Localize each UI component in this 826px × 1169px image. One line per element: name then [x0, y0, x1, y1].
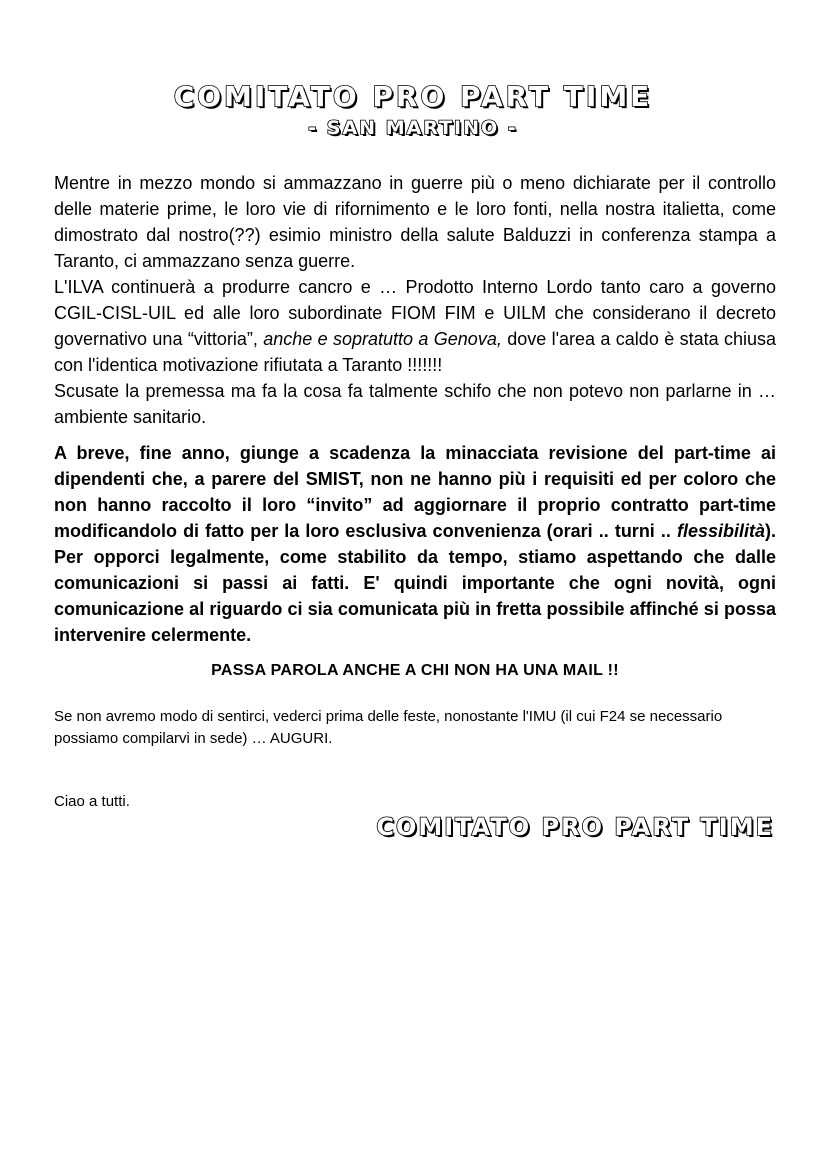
document-subtitle: - SAN MARTINO - — [308, 117, 518, 139]
signature: COMITATO PRO PART TIME — [376, 813, 774, 841]
document-body — [54, 170, 776, 648]
intro-italic-text: anche e sopratutto a Genova, — [263, 329, 502, 349]
intro-text-part-2: L'ILVA continuerà a produrre cancro e … Prodotto Interno Lordo tanto caro a governo CGIL-CISL-UIL ed alle loro subordinate FIOM FIM e UILM che considerano il decreto governativo una “vittoria”, — [54, 277, 776, 349]
closing-paragraph: Se non avremo modo di sentirci, vederci prima delle feste, nonostante l'IMU (il cui F24 se necessario possiamo compilarvi in sede) … AUGURI. — [54, 708, 723, 747]
intro-text-part-1: Mentre in mezzo mondo si ammazzano in guerre più o meno dichiarate per il controllo delle materie prime, le loro vie di rifornimento e le loro fonti, nella nostra italietta, come dimostrato dal nostro(??) esimio ministro della salute Balduzzi in conferenza stampa a Taranto, ci ammazzano senza guerre. — [54, 173, 776, 271]
document-title: COMITATO PRO PART TIME — [173, 80, 653, 113]
intro-paragraph — [54, 170, 776, 430]
notice-paragraph — [54, 440, 776, 648]
greeting-text: Ciao a tutti. — [54, 793, 130, 810]
callout-heading: PASSA PAROLA ANCHE A CHI NON HA UNA MAIL !! — [211, 662, 619, 679]
notice-text-part-2: ). Per opporci legalmente, come stabilito da tempo, stiamo aspettando che dalle comunicazioni si passi ai fatti. E' quindi importante che ogni novità, ogni comunicazione al riguardo ci sia comunicata più in fretta possibile affinché si possa intervenire celermente. — [54, 521, 776, 645]
intro-text-part-3: dove l'area a caldo è stata chiusa con l'identica motivazione rifiutata a Taranto !!!!!!! — [54, 329, 776, 375]
notice-italic-text: flessibilità — [676, 521, 765, 541]
notice-text-part-1: A breve, fine anno, giunge a scadenza la minacciata revisione del part-time ai dipendenti che, a parere del SMIST, non ne hanno più i requisiti ed per coloro che non hanno raccolto il loro “invito” ad aggiornare il proprio contratto part-time modificandolo di fatto per la loro esclusiva convenienza (orari .. turni .. — [54, 443, 776, 541]
intro-text-part-4: Scusate la premessa ma fa la cosa fa talmente schifo che non potevo non parlarne in … ambiente sanitario. — [54, 381, 776, 427]
